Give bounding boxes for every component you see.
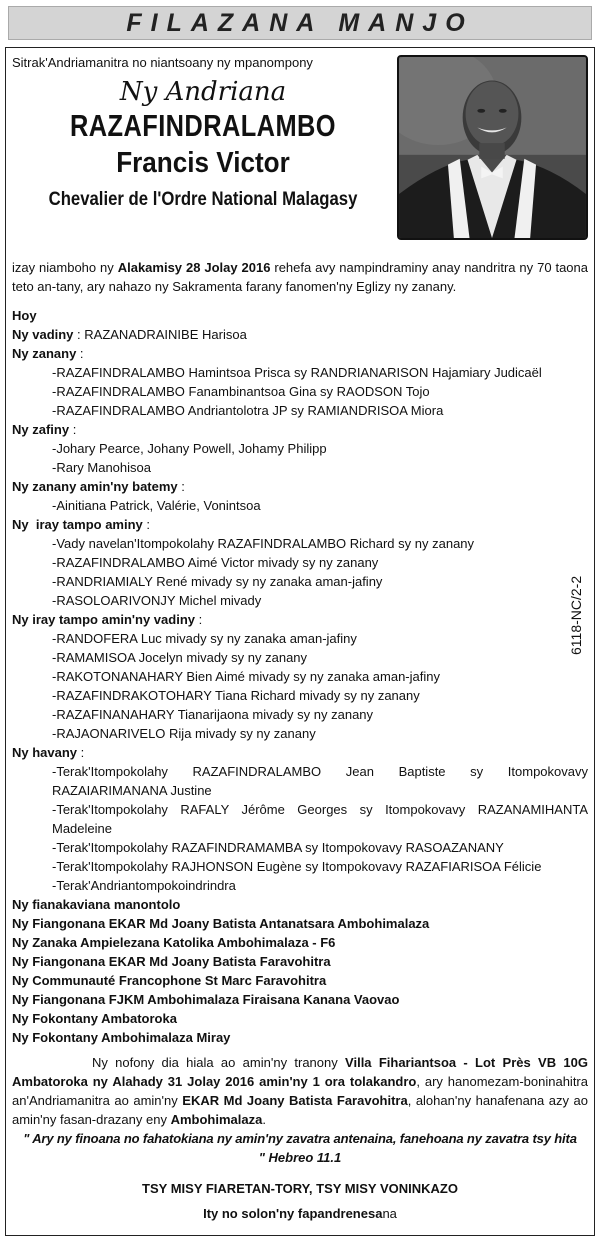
organization-line: Ny Fiangonana EKAR Md Joany Batista Antanatsara Ambohimalaza <box>12 916 430 931</box>
funeral-details: Ny nofony dia hiala ao amin'ny tranony Villa Fihariantsoa - Lot Près VB 10G Ambatoroka ny Alahady 31 Jolay 2016 amin'ny 1 ora tolakandro, ary hanomezam-boninahitra an'Andriamanitra ao amin'ny EKAR Md Joany Batista Faravohitra, alohan'ny hanafenana azy ao amin'ny fasan-drazany eny Ambohimalaza. <box>12 1055 588 1127</box>
closing-line-2: Ity no solon'ny fapandrenesana <box>203 1206 397 1221</box>
list-item: -Terak'Andriantompokoindrindra <box>52 878 236 893</box>
hoy-label: Hoy <box>12 308 37 323</box>
title-prefix: Ny Andriana <box>119 77 287 107</box>
death-date: Alakamisy 28 Jolay 2016 <box>117 260 271 275</box>
list-item: -RASOLOARIVONJY Michel mivady <box>52 593 262 608</box>
announcement-text: izay niamboho ny <box>12 260 118 275</box>
widow-name: : RAZANADRAINIBE Harisoa <box>73 327 247 342</box>
siblings-label: Ny iray tampo aminy : <box>12 517 151 532</box>
list-item: -RAZAFINANAHARY Tianarijaona mivady sy ny zanany <box>52 707 374 722</box>
banner-title: FILAZANA MANJO <box>8 6 592 40</box>
grandchildren-label: Ny zafiny : <box>12 422 77 437</box>
relatives-label: Ny havany : <box>12 745 85 760</box>
deceased-surname: RAZAFINDRALAMBO <box>70 108 336 143</box>
list-item: -RAMAMISOA Jocelyn mivady sy ny zanany <box>52 650 308 665</box>
inlaw-children-label: Ny zanany amin'ny batemy : <box>12 479 185 494</box>
list-item: -Terak'Itompokolahy RAFALY Jérôme Georges sy Itompokovavy RAZANAMIHANTA Madeleine <box>52 802 588 836</box>
list-item: -Johary Pearce, Johany Powell, Johamy Philipp <box>52 441 327 456</box>
death-announcement <box>12 258 588 296</box>
funeral-church: EKAR Md Joany Batista Faravohitra <box>182 1093 408 1108</box>
list-item: -RAKOTONANAHARY Bien Aimé mivady sy ny zanaka aman-jafiny <box>52 669 440 684</box>
list-item: -Terak'Itompokolahy RAZAFINDRAMAMBA sy Itompokovavy RASOAZANANY <box>52 840 504 855</box>
organization-line: Ny Fiangonana EKAR Md Joany Batista Faravohitra <box>12 954 331 969</box>
list-item: -RAJAONARIVELO Rija mivady sy ny zanany <box>52 726 316 741</box>
organization-line: Ny fianakaviana manontolo <box>12 897 181 912</box>
list-item: -RAZAFINDRALAMBO Aimé Victor mivady sy ny zanany <box>52 555 379 570</box>
wife-siblings-label: Ny iray tampo amin'ny vadiny : <box>12 612 203 627</box>
organization-line: Ny Fokontany Ambatoroka <box>12 1011 177 1026</box>
intro-line: Sitrak'Andriamanitra no niantsoany ny mpanompony <box>12 55 313 70</box>
burial-place: Ambohimalaza <box>170 1112 263 1127</box>
organization-line: Ny Fiangonana FJKM Ambohimalaza Firaisana Kanana Vaovao <box>12 992 400 1007</box>
scripture-quote: " Ary ny finoana no fahatokiana ny amin'ny zavatra antenaina, fanehoana ny zavatra tsy hita <box>23 1131 577 1146</box>
scripture-reference: " Hebreo 11.1 <box>258 1150 342 1165</box>
list-item: -Terak'Itompokolahy RAZAFINDRALAMBO Jean Baptiste sy Itompokovavy RAZAIARIMANANA Justine <box>52 764 588 798</box>
announcement-text-cont: rehefa avy nampindraminy anay nandritra ny 70 taona teto an-tany, ary nahazo ny Sakramenta farany fanomen'ny Eglizy ny zanany. <box>12 260 588 294</box>
notice-header <box>12 54 394 213</box>
list-item: -RAZAFINDRAKOTOHARY Tiana Richard mivady sy ny zanany <box>52 688 420 703</box>
honor-title: Chevalier de l'Ordre National Malagasy <box>48 189 358 210</box>
list-item: -RANDRIAMIALY René mivady sy ny zanaka aman-jafiny <box>52 574 383 589</box>
closing-line-1: TSY MISY FIARETAN-TORY, TSY MISY VONINKAZO <box>142 1181 458 1196</box>
funeral-location-time: Villa Fihariantsoa - Lot Près VB 10G Ambatoroka ny Alahady 31 Jolay 2016 amin'ny 1 ora tolakandro <box>12 1055 588 1089</box>
children-label: Ny zanany : <box>12 346 84 361</box>
list-item: -RAZAFINDRALAMBO Andriantolotra JP sy RAMIANDRISOA Miora <box>52 403 444 418</box>
deceased-firstname: Francis Victor <box>116 147 290 179</box>
list-item: -RAZAFINDRALAMBO Fanambinantsoa Gina sy RAODSON Tojo <box>52 384 430 399</box>
list-item: -RAZAFINDRALAMBO Hamintsoa Prisca sy RANDRIANARISON Hajamiary Judicaël <box>52 365 542 380</box>
list-item: -Terak'Itompokolahy RAJHONSON Eugène sy Itompokovavy RAZAFIARISOA Félicie <box>52 859 542 874</box>
organization-line: Ny Fokontany Ambohimalaza Miray <box>12 1030 231 1045</box>
portrait-image <box>399 57 586 238</box>
list-item: -Ainitiana Patrick, Valérie, Vonintsoa <box>52 498 261 513</box>
widow-label: Ny vadiny <box>12 327 74 342</box>
notice-body <box>12 258 588 1223</box>
deceased-portrait <box>397 55 588 240</box>
organization-line: Ny Zanaka Ampielezana Katolika Ambohimalaza - F6 <box>12 935 336 950</box>
widow-line <box>12 325 588 344</box>
list-item: -Vady navelan'Itompokolahy RAZAFINDRALAMBO Richard sy ny zanany <box>52 536 475 551</box>
list-item: -RANDOFERA Luc mivady sy ny zanaka aman-jafiny <box>52 631 357 646</box>
reference-code: 6118-NC/2-2 <box>568 575 584 655</box>
list-item: -Rary Manohisoa <box>52 460 151 475</box>
organization-line: Ny Communauté Francophone St Marc Faravohitra <box>12 973 327 988</box>
